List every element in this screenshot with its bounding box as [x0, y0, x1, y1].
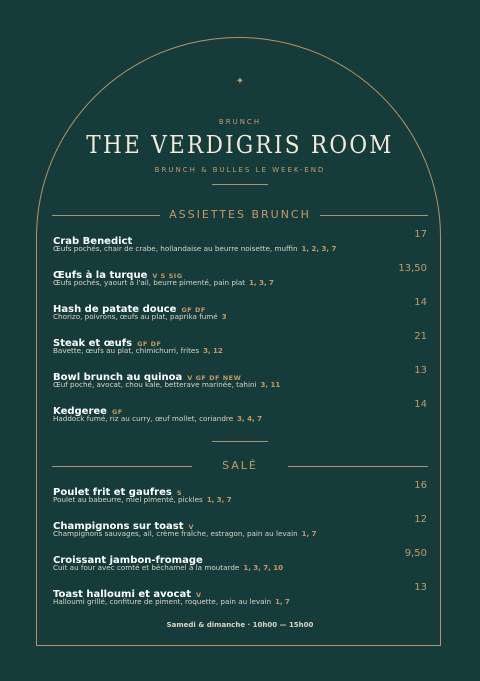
item-allergens: 1, 7 [275, 598, 290, 606]
item-allergens: 3, 11 [260, 381, 281, 389]
item-description: Champignons sauvages, ail, crème fraîche, estragon, pain au levain [53, 529, 298, 538]
star-ornament-icon: ✦ [235, 76, 245, 87]
item-tags: GF DF [181, 306, 206, 314]
item-price: 17 [414, 229, 427, 240]
item-allergens: 3 [221, 313, 227, 321]
item-price: 12 [414, 514, 427, 525]
item-description: Halloumi grillé, confiture de piment, roquette, pain au levain [53, 597, 272, 606]
item-name: Bowl brunch au quinoa [53, 372, 183, 383]
menu-item [53, 480, 427, 504]
menu-item [53, 514, 427, 538]
item-price: 16 [414, 480, 427, 491]
item-allergens: 3, 12 [203, 347, 223, 355]
menu-item [53, 399, 427, 423]
item-price: 13,50 [398, 263, 427, 274]
menu-item [53, 365, 427, 389]
section-heading-assiettes [52, 208, 428, 222]
item-name: Œufs à la turque [53, 270, 148, 281]
section-divider [212, 441, 268, 442]
menu-item [53, 297, 427, 321]
item-name: Steak et œufs [53, 338, 133, 349]
item-allergens: 1, 7 [301, 530, 317, 538]
item-name: Toast halloumi et avocat [53, 589, 192, 600]
section-title: SALÉ [222, 459, 258, 472]
item-name: Hash de patate douce [53, 304, 177, 315]
item-price: 13 [414, 582, 427, 593]
item-tags: GF DF [137, 340, 162, 348]
item-allergens: 1, 3, 7, 10 [243, 564, 283, 572]
item-price: 21 [414, 331, 427, 342]
item-tags: S [176, 489, 183, 497]
item-price: 14 [414, 297, 427, 308]
item-allergens: 1, 3, 7 [206, 496, 232, 504]
item-allergens: 1, 2, 3, 7 [301, 245, 337, 253]
item-name: Croissant jambon-fromage [53, 555, 203, 566]
item-description: Haddock fumé, riz au curry, œuf mollet, coriandre [53, 414, 234, 423]
item-tags: V [196, 591, 202, 599]
menu-kicker: BRUNCH [218, 118, 262, 126]
item-description: Œufs pochés, chair de crabe, hollandaise au beurre noisette, muffin [53, 244, 298, 253]
item-allergens: 3, 4, 7 [237, 415, 262, 423]
heading-line-right [288, 466, 428, 467]
item-name: Poulet frit et gaufres [53, 487, 172, 498]
menu-item [53, 331, 427, 355]
restaurant-title: THE VERDIGRIS ROOM [86, 131, 394, 159]
section-title: ASSIETTES BRUNCH [169, 208, 311, 221]
item-tags: V S SIG [152, 272, 183, 280]
item-name: Kedgeree [53, 406, 107, 417]
item-tags: V GF DF NEW [187, 374, 242, 382]
section-heading-sale [52, 459, 428, 473]
item-description: Cuit au four avec comté et béchamel à la moutarde [53, 563, 240, 572]
item-description: Bavette, œufs au plat, chimichurri, frites [53, 346, 200, 355]
item-price: 13 [414, 365, 427, 376]
menu-item [53, 548, 427, 572]
item-price: 14 [414, 399, 427, 410]
item-price: 9,50 [404, 548, 427, 559]
item-name: Crab Benedict [53, 236, 133, 247]
menu-item [53, 263, 427, 287]
item-description: Chorizo, poivrons, œufs au plat, paprika fumé [53, 312, 218, 321]
item-allergens: 1, 3, 7 [249, 279, 274, 287]
item-tags: V [188, 523, 195, 531]
item-name: Champignons sur toast [53, 521, 184, 532]
menu-item [53, 229, 427, 253]
item-description: Poulet au babeurre, miel pimenté, pickles [53, 495, 203, 504]
item-description: Œuf poché, avocat, chou kale, betterave marinée, tahini [53, 380, 257, 389]
header-divider [212, 184, 268, 185]
menu-item [53, 582, 427, 606]
menu-subtitle: BRUNCH & BULLES LE WEEK-END [154, 166, 326, 174]
opening-hours: Samedi & dimanche · 10h00 — 15h00 [166, 621, 314, 629]
item-description: Œufs pochés, yaourt à l'ail, beurre pimenté, pain plat [53, 278, 246, 287]
heading-line-right [320, 215, 428, 216]
item-tags: GF [111, 408, 123, 416]
